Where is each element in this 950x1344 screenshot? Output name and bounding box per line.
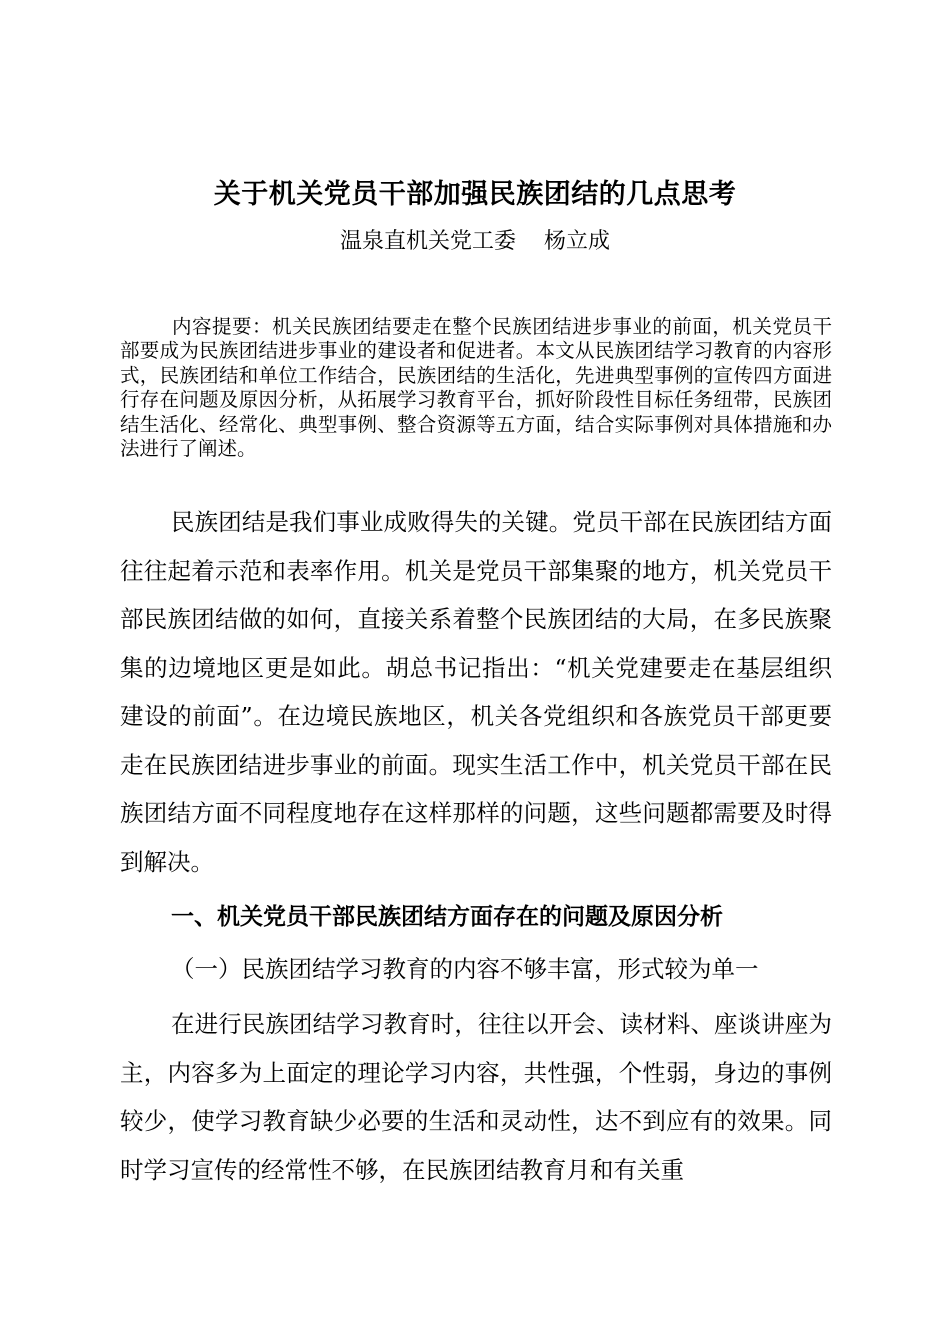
abstract <box>120 315 832 461</box>
body-paragraph-1: 民族团结是我们事业成败得失的关键。党员干部在民族团结方面往往起着示范和表率作用。机关是党员干部集聚的地方，机关党员干部民族团结做的如何，直接关系着整个民族团结的大局，在多民族聚集的边境地区更是如此。胡总书记指出：“机关党建要走在基层组织建设的前面”。在边境民族地区，机关各党组织和各族党员干部更要走在民族团结进步事业的前面。现实生活工作中，机关党员干部在民族团结方面不同程度地存在这样那样的问题，这些问题都需要及时得到解决。 <box>120 508 832 876</box>
subsection-heading-1: （一）民族团结学习教育的内容不够丰富，形式较为单一 <box>171 955 759 983</box>
section-heading-1: 一、机关党员干部民族团结方面存在的问题及原因分析 <box>171 904 723 930</box>
author-line: 温泉直机关党工委 杨立成 <box>340 229 610 254</box>
document-title: 关于机关党员干部加强民族团结的几点思考 <box>213 179 737 210</box>
abstract-text: 机关民族团结要走在整个民族团结进步事业的前面，机关党员干部要成为民族团结进步事业的建设者和促进者。本文从民族团结学习教育的内容形式，民族团结和单位工作结合，民族团结的生活化，先进典型事例的宣传四方面进行存在问题及原因分析，从拓展学习教育平台，抓好阶段性目标任务纽带，民族团结生活化、经常化、典型事例、整合资源等五方面，结合实际事例对具体措施和办法进行了阐述。 <box>120 315 832 461</box>
abstract-label: 内容提要： <box>172 315 273 338</box>
body-paragraph-2: 在进行民族团结学习教育时，往往以开会、读材料、座谈讲座为主，内容多为上面定的理论学习内容，共性强，个性弱，身边的事例较少，使学习教育缺少必要的生活和灵动性，达不到应有的效果。同时学习宣传的经常性不够，在民族团结教育月和有关重 <box>120 1010 832 1184</box>
